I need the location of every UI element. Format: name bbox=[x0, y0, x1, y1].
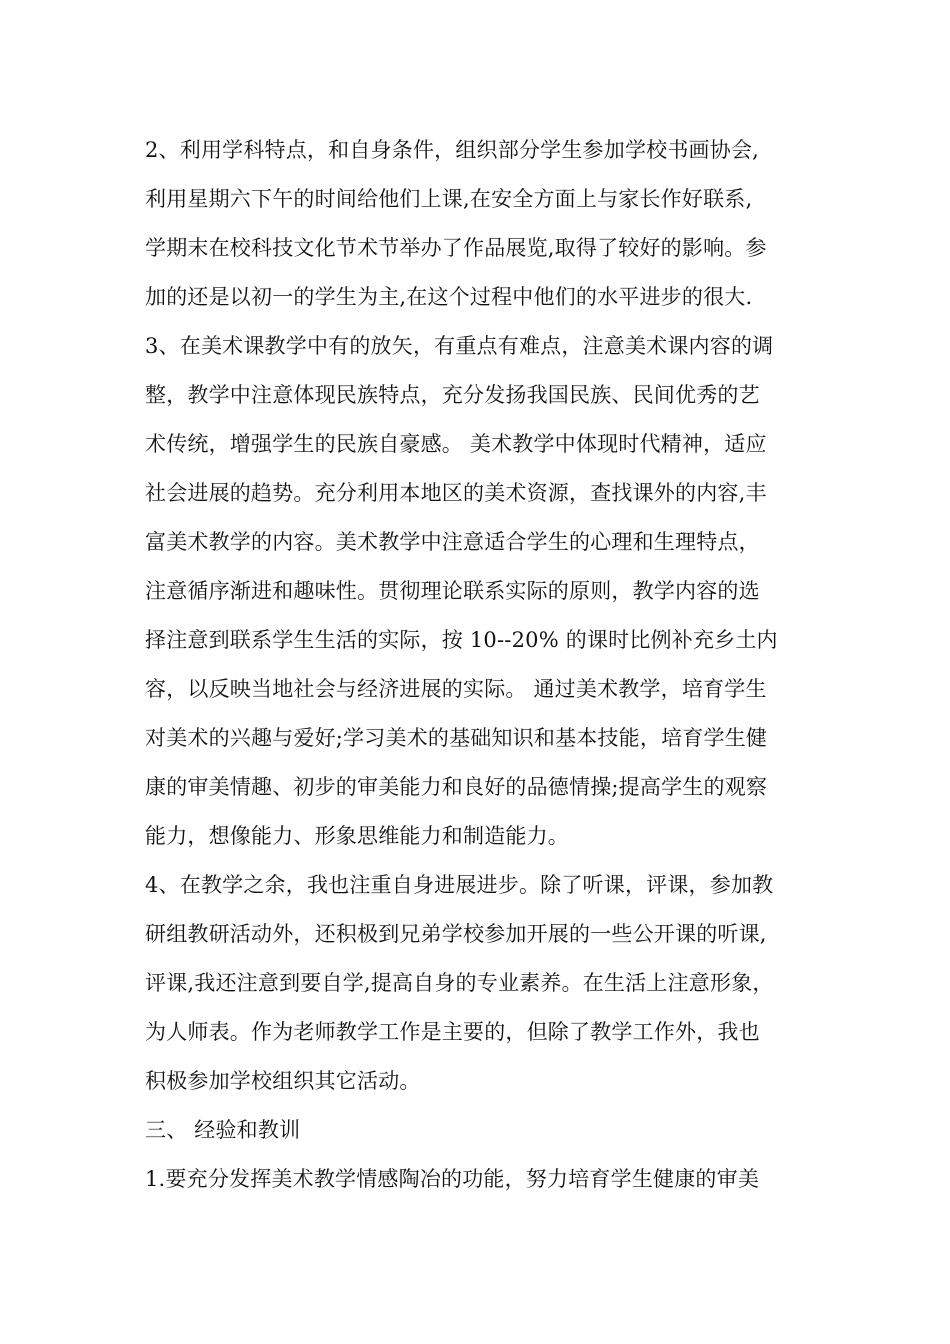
section-heading: 三、 经验和教训 bbox=[145, 1118, 301, 1142]
text-line: 研组教研活动外，还积极到兄弟学校参加开展的一些公开课的听课, bbox=[145, 922, 767, 946]
text-line: 为人师表。作为老师教学工作是主要的，但除了教学工作外，我也 bbox=[145, 1020, 760, 1044]
text-line: 能力，想像能力、形象思维能力和制造能力。 bbox=[145, 824, 569, 848]
text-line: 整，教学中注意体现民族特点，充分发扬我国民族、民间优秀的艺 bbox=[145, 383, 760, 407]
text-line: 注意循序渐进和趣味性。贯彻理论联系实际的原则，教学内容的选 bbox=[145, 579, 760, 603]
text-line: 2、利用学科特点，和自身条件，组织部分学生参加学校书画协会, bbox=[145, 138, 760, 162]
text-line: 富美术教学的内容。美术教学中注意适合学生的心理和生理特点， bbox=[145, 530, 760, 554]
text-line: 评课,我还注意到要自学,提高自身的专业素养。在生活上注意形象， bbox=[145, 971, 774, 995]
text-line: 利用星期六下午的时间给他们上课,在安全方面上与家长作好联系, bbox=[145, 187, 753, 211]
text-line: 3、在美术课教学中有的放矢，有重点有难点，注意美术课内容的调 bbox=[145, 334, 774, 358]
text-line: 学期末在校科技文化节术节举办了作品展览,取得了较好的影响。参 bbox=[145, 236, 767, 260]
text-line: 择注意到联系学生生活的实际，按 10--20% 的课时比例补充乡土内 bbox=[145, 628, 778, 652]
text-line: 4、在教学之余，我也注重自身进展进步。除了听课，评课，参加教 bbox=[145, 873, 774, 897]
text-line: 对美术的兴趣与爱好;学习美术的基础知识和基本技能，培育学生健 bbox=[145, 726, 768, 750]
text-line: 康的审美情趣、初步的审美能力和良好的品德情操;提高学生的观察 bbox=[145, 775, 768, 799]
text-line: 积极参加学校组织其它活动。 bbox=[145, 1069, 421, 1093]
text-line: 容，以反映当地社会与经济进展的实际。 通过美术教学，培育学生 bbox=[145, 677, 767, 701]
text-line: 1.要充分发挥美术教学情感陶冶的功能，努力培育学生健康的审美 bbox=[145, 1167, 760, 1191]
text-line: 社会进展的趋势。充分利用本地区的美术资源，查找课外的内容,丰 bbox=[145, 481, 767, 505]
text-line: 术传统，增强学生的民族自豪感。 美术教学中体现时代精神，适应 bbox=[145, 432, 767, 456]
text-line: 加的还是以初一的学生为主,在这个过程中他们的水平进步的很大. bbox=[145, 285, 753, 309]
